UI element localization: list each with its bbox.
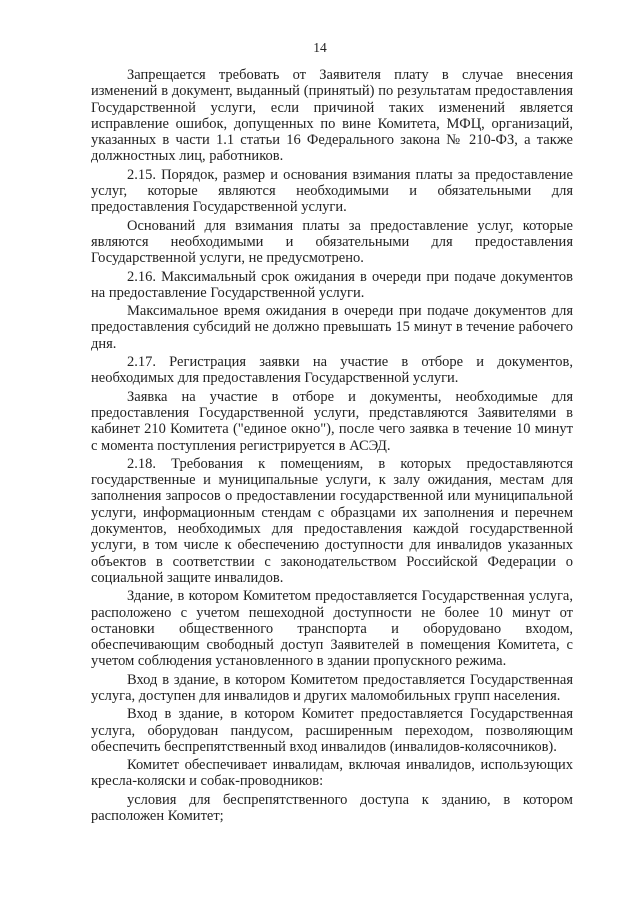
paragraph-access-conditions: условия для беспрепятственного доступа к зданию, в котором расположен Комитет;: [91, 791, 573, 825]
paragraph-2-15-text: Оснований для взимания платы за предоставление услуг, которые являются необходимыми и обязательными для предоставления Государственной услуги, не предусмотрено.: [91, 217, 573, 267]
paragraph-building-location: Здание, в котором Комитетом предоставляется Государственная услуга, расположено с учетом пешеходной доступности не более 10 минут от остановки общественного транспорта и оборудовано входом, обеспечивающим свободный доступ Заявителей в помещения Комитета, с учетом соблюдения установленного в здании пропускного режима.: [91, 588, 573, 670]
paragraph-committee-provides: Комитет обеспечивает инвалидам, включая инвалидов, использующих кресла-коляски и собак-проводников:: [91, 757, 573, 790]
page-number: 14: [313, 40, 327, 55]
paragraph-2-18-heading: 2.18. Требования к помещениям, в которых предоставляются государственные и муниципальные услуги, к залу ожидания, местам для заполнения запросов о предоставлении государственной или муниципальной услуги, информационным стендам с образцами их заполнения и перечнем документов, необходимых для предоставления каждой государственной услуги, в том числе к обеспечению доступности для инвалидов указанных объектов в соответствии с законодательством Российской Федерации о социальной защите инвалидов.: [91, 455, 573, 586]
paragraph-entrance-accessible: Вход в здание, в котором Комитетом предоставляется Государственная услуга, доступен для инвалидов и других маломобильных групп населения.: [91, 671, 573, 704]
paragraph-2-17-heading: 2.17. Регистрация заявки на участие в отборе и документов, необходимых для предоставления Государственной услуги.: [91, 354, 573, 387]
paragraph-2-17-text: Заявка на участие в отборе и документы, необходимые для предоставления Государственной услуги, представляются Заявителями в кабинет 210 Комитета ("единое окно"), после чего заявка в течение 10 минут с момента поступления регистрируется в АСЭД.: [91, 388, 573, 454]
paragraph-entrance-ramp: Вход в здание, в котором Комитет предоставляется Государственная услуга, оборудован пандусом, расширенным переходом, позволяющим обеспечить беспрепятственный вход инвалидов (инвалидов-колясочников).: [91, 706, 573, 755]
document-body: [91, 67, 573, 824]
paragraph-2-16-heading: 2.16. Максимальный срок ожидания в очереди при подаче документов на предоставление Государственной услуги.: [91, 268, 573, 301]
paragraph-2-15-heading: 2.15. Порядок, размер и основания взимания платы за предоставление услуг, которые являются необходимыми и обязательными для предоставления Государственной услуги.: [91, 166, 573, 216]
paragraph-2-16-text: Максимальное время ожидания в очереди при подаче документов для предоставления субсидий не должно превышать 15 минут в течение рабочего дня.: [91, 303, 573, 352]
paragraph-fee-prohibition: Запрещается требовать от Заявителя плату в случае внесения изменений в документ, выданный (принятый) по результатам предоставления Государственной услуги, если причиной таких изменений является исправление ошибок, допущенных по вине Комитета, МФЦ, организаций, указанных в части 1.1 статьи 16 Федерального закона № 210-ФЗ, а также должностных лиц, работников.: [91, 67, 573, 165]
